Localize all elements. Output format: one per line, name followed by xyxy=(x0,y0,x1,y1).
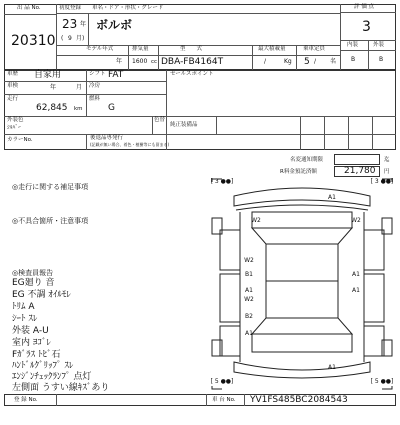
inspector-line: 室内 ﾖｺﾞﾚ xyxy=(12,338,51,348)
capacity: 5 xyxy=(304,57,310,67)
car-name: ボルボ xyxy=(96,18,133,32)
sales-points-label: セールスポイント xyxy=(170,71,214,77)
ac-label: 冷房 xyxy=(89,83,101,89)
damage-mark: W2 xyxy=(251,217,261,224)
damage-mark: W2 xyxy=(244,296,254,303)
inspector-line: Fｶﾞﾗｽ ﾄﾋﾞ石 xyxy=(12,350,61,360)
damage-mark: A1 xyxy=(245,330,253,337)
capacity-sep: / xyxy=(314,58,317,65)
displacement: 1600 xyxy=(132,58,148,65)
damage-mark: A1 xyxy=(245,287,253,294)
inspection-month-unit: 月 xyxy=(76,84,83,91)
transfer-deadline-label: 名変通知期限 xyxy=(290,157,324,163)
damage-mark: W2 xyxy=(244,257,254,264)
year-unit: 年 xyxy=(80,21,87,28)
driving-notes-title: ◎走行に関する補足事項 xyxy=(12,183,89,191)
damage-mark: A1 xyxy=(328,194,336,201)
exterior-label: 外装 xyxy=(373,42,385,48)
fuel: G xyxy=(108,103,115,113)
shift-label: シフト xyxy=(89,71,106,77)
inspector-line: 左側面 うすい線ｷｽﾞあり xyxy=(12,383,110,393)
car-damage-diagram xyxy=(206,178,398,390)
registration-month: 9 xyxy=(68,35,72,42)
car-name-label: 車名・ドア・形状・グレード xyxy=(92,5,164,11)
score-label: 評 価 点 xyxy=(354,4,374,10)
model-year-label: モデル年式 xyxy=(86,46,114,52)
transfer-deadline-box xyxy=(334,154,380,165)
inspector-title: ◎検査員報告 xyxy=(12,269,54,277)
inspector-line: ﾊﾝﾄﾞﾙｸﾞﾘｯﾌﾟ ｽﾚ xyxy=(12,361,74,371)
inspector-line: EG廻り 音 xyxy=(12,278,55,288)
damage-mark: B2 xyxy=(245,313,253,320)
inspector-line: EG 不調 ｵｲﾙﾓﾚ xyxy=(12,290,71,300)
exterior-grade: B xyxy=(379,56,384,63)
exterior-color-label: 外装色 xyxy=(7,117,24,123)
chassis-number: YV1FS485BC2084543 xyxy=(250,395,348,405)
inspector-line: ｼｰﾄ ｽﾚ xyxy=(12,314,38,324)
usage-label: 車歴 xyxy=(7,71,19,77)
mileage-label: 走行 xyxy=(7,96,19,102)
displacement-unit: cc xyxy=(151,59,158,65)
transfer-deadline-unit: 迄 xyxy=(384,157,390,163)
max-load-unit: Kg xyxy=(284,58,292,65)
inspection-label: 車検 xyxy=(7,83,19,89)
corner-front-right: [ 3 ●●] xyxy=(370,178,394,185)
first-registration-label: 初度登録 xyxy=(59,5,82,11)
displacement-label: 排気量 xyxy=(132,46,149,52)
registration-year: 23 xyxy=(62,17,78,31)
mileage: 62,845 xyxy=(36,103,68,113)
model-code: DBA-FB4164T xyxy=(161,57,224,67)
recycle-amount: 21,780 xyxy=(344,166,376,176)
mileage-unit: km xyxy=(74,106,83,112)
previous-use-note: (記載が無い場合、着色・植樹等にも留まる) xyxy=(90,142,170,147)
damage-mark: A1 xyxy=(352,271,360,278)
corner-front-left: [ 3 ●●] xyxy=(210,178,234,185)
capacity-unit: 名 xyxy=(330,58,337,65)
max-load-sep: / xyxy=(264,58,267,65)
interior-grade: B xyxy=(351,56,356,63)
interior-label: 内装 xyxy=(347,42,359,48)
damage-mark: A1 xyxy=(352,287,360,294)
model-year-unit: 年 xyxy=(116,58,123,65)
color-change-label: 色替 xyxy=(154,117,166,123)
month-open: ( xyxy=(61,35,64,42)
damage-mark: W2 xyxy=(351,217,361,224)
chassis-number-label: 車 台 No. xyxy=(212,397,236,403)
recycle-label: R料金預託済額 xyxy=(280,169,317,175)
corner-rear-right: [ 5 ●●] xyxy=(370,378,394,385)
model-label: 型 式 xyxy=(180,46,203,52)
recycle-unit: 円 xyxy=(384,169,390,175)
defects-title: ◎不具合箇所・注意事項 xyxy=(12,217,89,225)
inspection-year-unit: 年 xyxy=(50,84,57,91)
shift: FAT xyxy=(108,70,124,80)
color-code-label: カラーNo. xyxy=(7,137,33,143)
usage: 自家用 xyxy=(34,70,62,80)
inspector-line: ﾄﾘﾑ A xyxy=(12,302,35,312)
previous-use-label: 後退品専発行 xyxy=(90,135,124,141)
max-load-label: 最大積載量 xyxy=(258,46,286,52)
inspector-line: ｴﾝｼﾞﾝﾁｪｯｸﾗﾝﾌﾟ 点灯 xyxy=(12,372,92,382)
lot-number: 20310 xyxy=(11,33,56,49)
genuine-parts-label: 純正装備品 xyxy=(170,122,198,128)
lot-label: 出 品 No. xyxy=(17,5,41,11)
score: 3 xyxy=(362,19,371,35)
fuel-label: 燃料 xyxy=(89,96,101,102)
capacity-label: 乗車定員 xyxy=(303,46,326,52)
damage-mark: B1 xyxy=(245,271,253,278)
exterior-color: ｼﾙﾊﾞｰ xyxy=(7,125,21,131)
corner-rear-left: [ 5 ●●] xyxy=(210,378,234,385)
month-unit: 月) xyxy=(76,35,85,42)
inspector-line: 外装 A-U xyxy=(12,326,49,336)
registration-number-label: 登 録 No. xyxy=(14,397,38,403)
damage-mark: A1 xyxy=(328,364,336,371)
